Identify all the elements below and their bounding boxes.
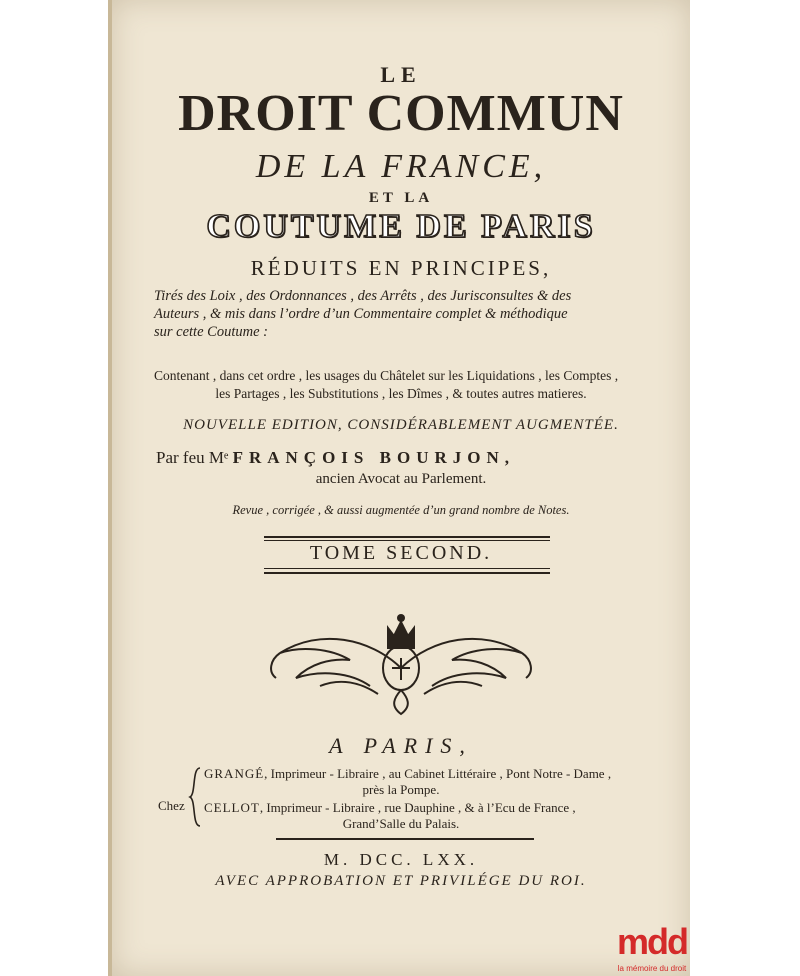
contenant-line-1: Contenant , dans cet ordre , les usages du Châtelet sur les Liquidations , les Comptes , [154,368,619,383]
author-title: ancien Avocat au Parlement. [315,471,487,487]
publication-date: M. DCC. LXX. [323,850,479,869]
printer-cellot-name: CELLOT [204,800,260,815]
printer-grange-address: , Imprimeur - Libraire , au Cabinet Littéraire , Pont Notre - Dame , [264,766,612,781]
tome-label: TOME SECOND. [309,542,493,564]
title-coutume: COUTUME DE PARIS [206,208,596,245]
city-paris: A PARIS, [329,733,473,758]
royal-crest-ornament-icon [260,598,542,716]
revue-line: Revue , corrigée , & aussi augmentée d’un grand nombre de Notes. [232,503,570,517]
printer-grange-name: GRANGÉ [204,766,265,781]
subtitle-france: DE LA FRANCE, [255,148,547,185]
author-line [156,448,515,468]
rule-bottom-thin [264,568,550,569]
printer-cellot-line-1 [204,800,576,816]
rule-bottom [264,572,550,574]
title-et-la: ET LA [368,190,434,206]
printer-cellot-line-2: Grand’Salle du Palais. [342,816,460,831]
author-prefix: Par feu Mᵉ [156,448,229,467]
printer-cellot-address: , Imprimeur - Libraire , rue Dauphine , & à l’Ecu de France , [259,800,576,815]
nouvelle-edition: NOUVELLE EDITION, CONSIDÉRABLEMENT AUGMENTÉE. [183,417,619,433]
tires-line-3: sur cette Coutume : [154,324,268,340]
rule-top [264,536,550,538]
title-reduits: RÉDUITS EN PRINCIPES, [250,256,552,280]
tires-line-1: Tirés des Loix , des Ordonnances , des Arrêts , des Jurisconsultes & des [154,288,572,304]
mdd-logo-tagline: la mémoire du droit [617,964,687,973]
author-name: FRANÇOIS BOURJON, [232,448,515,467]
mdd-logo [612,921,692,976]
title-page [112,0,690,976]
approbation-line: AVEC APPROBATION ET PRIVILÉGE DU ROI. [215,873,587,889]
printer-grange-line-2: près la Pompe. [362,782,440,797]
title-le: LE [380,62,422,87]
contenant-line-2: les Partages , les Substitutions , les Dîmes , & toutes autres matieres. [215,386,587,401]
rule-date [276,838,534,840]
rule-top-thin [264,540,550,541]
tires-line-2: Auteurs , & mis dans l’ordre d’un Commentaire complet & méthodique [154,306,568,322]
printer-grange-line-1 [204,766,611,782]
mdd-logo-mark: mdd [617,921,687,962]
chez-label: Chez [158,798,185,813]
main-title: DROIT COMMUN [178,85,624,142]
